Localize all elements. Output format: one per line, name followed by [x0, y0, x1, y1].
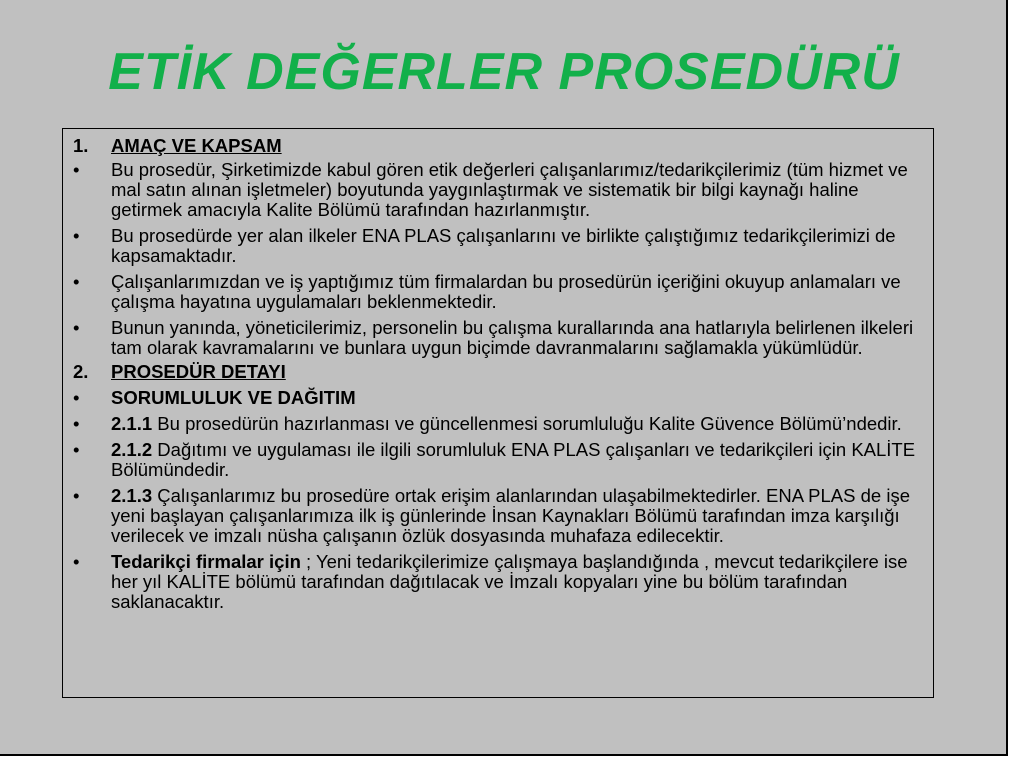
item-number: 2.1.1	[111, 413, 153, 434]
page-title: ETİK DEĞERLER PROSEDÜRÜ	[108, 43, 900, 101]
paragraph-text: Bunun yanında, yöneticilerimiz, personelin bu çalışma kurallarında ana hatlarıyla belirlenen ilkeleri tam olarak kavramalarını ve bunlara uygun biçimde davranmalarını sağlamakla yükümlüdür.	[111, 317, 914, 358]
section-number: 2.	[73, 361, 89, 382]
item-number: 2.1.3	[111, 485, 153, 506]
section-title: AMAÇ VE KAPSAM	[111, 135, 282, 156]
section-heading-purpose	[73, 136, 921, 156]
bullet: •	[73, 413, 80, 434]
sub-heading: SORUMLULUK VE DAĞITIM	[111, 387, 356, 408]
paragraph-text: Bu prosedür, Şirketimizde kabul gören etik değerleri çalışanlarımız/tedarikçilerimiz (tüm hizmet ve mal satın alınan işletmeler) boyutunda yaygınlaştırmak ve sistematik bir bilgi kaynağı haline getirmek amacıyla Kalite Bölümü tarafından hazırlanmıştır.	[111, 159, 908, 220]
bullet: •	[73, 159, 80, 180]
content-box	[62, 128, 934, 698]
bullet: •	[73, 271, 80, 292]
bullet: •	[73, 225, 80, 246]
item-text: Dağıtımı ve uygulaması ile ilgili sorumluluk ENA PLAS çalışanları ve tedarikçileri için KALİTE Bölümündedir.	[111, 439, 916, 480]
bullet: •	[73, 485, 80, 506]
list-item	[73, 226, 921, 266]
supplier-paragraph	[111, 552, 921, 612]
bullet: •	[73, 439, 80, 460]
bullet: •	[73, 387, 80, 408]
section-heading-detail	[73, 362, 921, 382]
supplier-text: ; Yeni tedarikçilerimize çalışmaya başlandığında , mevcut tedarikçilere ise her yıl KALİTE bölümü tarafından dağıtılacak ve İmzalı kopyaları yine bu bölüm tarafından saklanacaktır.	[111, 551, 908, 612]
list-item	[73, 414, 921, 434]
list-item	[73, 160, 921, 220]
paragraph-text: Çalışanlarımızdan ve iş yaptığımız tüm firmalardan bu prosedürün içeriğini okuyup anlamaları ve çalışma hayatına uygulamaları beklenmektedir.	[111, 271, 901, 312]
list-item	[73, 486, 921, 546]
section-title: PROSEDÜR DETAYI	[111, 361, 286, 382]
numbered-item	[111, 414, 921, 434]
numbered-item	[111, 440, 921, 480]
item-text: Bu prosedürün hazırlanması ve güncellenmesi sorumluluğu Kalite Güvence Bölümü’ndedir.	[152, 413, 902, 434]
list-item	[73, 318, 921, 358]
bullet: •	[73, 317, 80, 338]
bullet: •	[73, 551, 80, 572]
list-item	[73, 440, 921, 480]
section-number: 1.	[73, 135, 89, 156]
list-item	[73, 272, 921, 312]
list-item	[73, 388, 921, 408]
item-text: Çalışanlarımız bu prosedüre ortak erişim alanlarından ulaşabilmektedirler. ENA PLAS de işe yeni başlayan çalışanlarımıza ilk iş günlerinde İnsan Kaynakları Bölümü tarafından imza karşılığı verilecek ve imzalı nüsha çalışanın özlük dosyasında muhafaza edilecektir.	[111, 485, 910, 546]
item-number: 2.1.2	[111, 439, 153, 460]
supplier-label: Tedarikçi firmalar için	[111, 551, 301, 572]
numbered-item	[111, 486, 921, 546]
list-item	[73, 552, 921, 612]
paragraph-text: Bu prosedürde yer alan ilkeler ENA PLAS çalışanlarını ve birlikte çalıştığımız tedarikçilerimizi de kapsamaktadır.	[111, 225, 896, 266]
